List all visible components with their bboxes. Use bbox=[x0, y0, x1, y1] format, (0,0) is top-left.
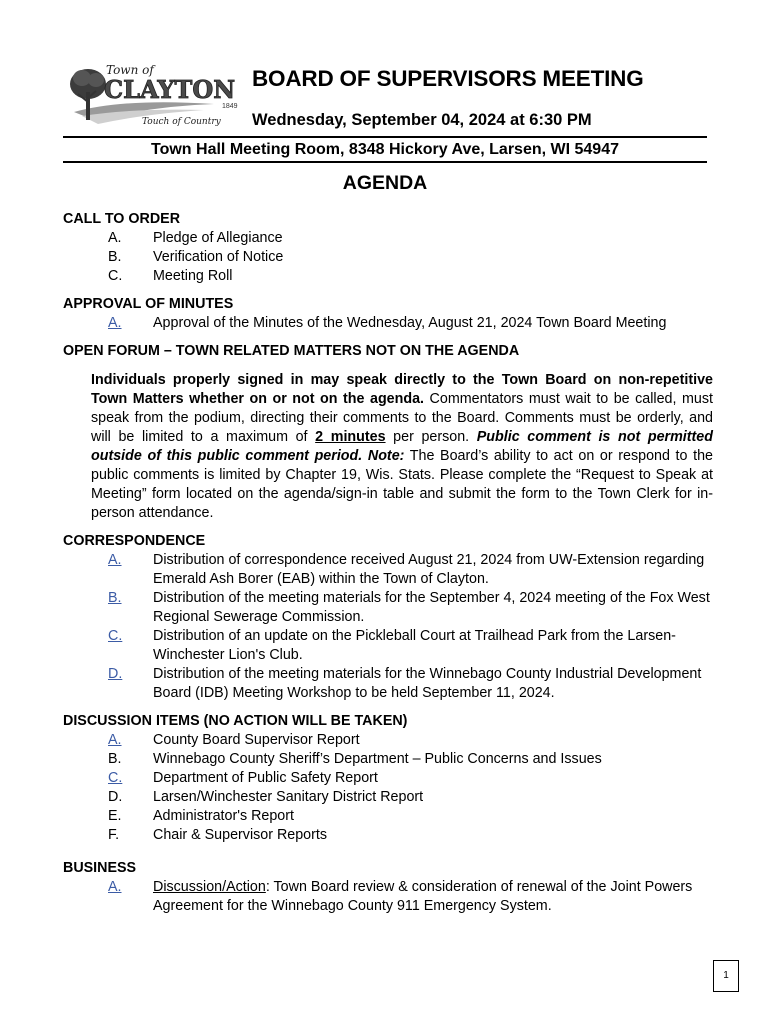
item-link[interactable]: C. bbox=[108, 770, 123, 786]
logo-year: 1849 bbox=[222, 103, 238, 110]
meeting-date: Wednesday, September 04, 2024 at 6:30 PM bbox=[252, 111, 592, 129]
list-item: A. Discussion/Action: Town Board review & consideration of renewal of the Joint Powers Agreement for the Winnebago County 911 Emergency System. bbox=[63, 878, 713, 916]
section-call-to-order bbox=[63, 210, 713, 286]
item-link[interactable]: A. bbox=[108, 879, 122, 895]
logo-tagline: Touch of Country bbox=[142, 117, 221, 127]
list-item: C. Meeting Roll bbox=[108, 268, 233, 284]
list-item: A. Pledge of Allegiance bbox=[108, 230, 283, 246]
item-link[interactable]: B. bbox=[108, 590, 122, 606]
logo-top-text: Town of bbox=[106, 63, 154, 77]
list-item: C. Distribution of an update on the Pickleball Court at Trailhead Park from the Larsen-Winchester Lion's Club. bbox=[63, 627, 713, 665]
section-discussion-items bbox=[63, 712, 713, 845]
agenda-heading: AGENDA bbox=[342, 172, 428, 194]
list-item: B. Distribution of the meeting materials for the September 4, 2024 meeting of the Fox West Regional Sewerage Commission. bbox=[63, 589, 713, 627]
section-heading: APPROVAL OF MINUTES bbox=[63, 296, 234, 312]
section-heading: CORRESPONDENCE bbox=[63, 533, 206, 549]
item-link[interactable]: D. bbox=[108, 666, 123, 682]
list-item: C. Department of Public Safety Report bbox=[63, 769, 713, 788]
list-item: A. Distribution of correspondence received August 21, 2024 from UW-Extension regarding Emerald Ash Borer (EAB) within the Town of Clayton. bbox=[63, 551, 713, 589]
meeting-location: Town Hall Meeting Room, 8348 Hickory Ave, Larsen, WI 54947 bbox=[151, 141, 619, 158]
list-item: A. County Board Supervisor Report bbox=[63, 731, 713, 750]
list-item: D. Distribution of the meeting materials for the Winnebago County Industrial Development Board (IDB) Meeting Workshop to be held September 11, 2024. bbox=[63, 665, 713, 703]
section-approval-of-minutes bbox=[63, 295, 713, 333]
header-rule-bottom bbox=[63, 161, 707, 163]
list-item: A. Approval of the Minutes of the Wednesday, August 21, 2024 Town Board Meeting bbox=[63, 314, 713, 333]
agenda-content bbox=[63, 210, 713, 925]
section-heading: CALL TO ORDER bbox=[63, 211, 181, 227]
header-rule-top bbox=[63, 136, 707, 138]
section-heading: BUSINESS bbox=[63, 860, 137, 876]
meeting-title: BOARD OF SUPERVISORS MEETING bbox=[252, 66, 644, 91]
open-forum-paragraph: Individuals properly signed in may speak directly to the Town Board on non-repetitive Town Matters whether on or not on the agenda. Commentators must wait to be called, must speak from the podium, directing their comments to the Board. Comments must be orderly, and will be limited to a maximum of 2 minutes per person. Public comment is not permitted outside of this public comment period. Note: The Board’s ability to act on or respond to the public comments is limited by Chapter 19, Wis. Stats. Please complete the “Request to Speak at Meeting” form located on the agenda/sign-in table and submit the form to the Town Clerk for in-person attendance. bbox=[91, 372, 713, 521]
list-item: E. Administrator's Report bbox=[108, 808, 294, 824]
item-link[interactable]: A. bbox=[108, 315, 122, 331]
logo-main-text: CLAYTON bbox=[104, 75, 236, 104]
item-link[interactable]: A. bbox=[108, 732, 122, 748]
list-item: B. Verification of Notice bbox=[108, 249, 284, 265]
town-logo bbox=[64, 58, 240, 132]
list-item: F. Chair & Supervisor Reports bbox=[108, 827, 328, 843]
item-label: Discussion/Action bbox=[153, 879, 266, 895]
section-heading: OPEN FORUM – TOWN RELATED MATTERS NOT ON THE AGENDA bbox=[63, 343, 520, 359]
item-link[interactable]: A. bbox=[108, 552, 122, 568]
list-item: D. Larsen/Winchester Sanitary District Report bbox=[108, 789, 424, 805]
section-heading: DISCUSSION ITEMS (NO ACTION WILL BE TAKEN) bbox=[63, 713, 408, 729]
list-item: B. Winnebago County Sheriff’s Department – Public Concerns and Issues bbox=[108, 751, 602, 767]
section-open-forum bbox=[63, 342, 713, 523]
section-business bbox=[63, 859, 713, 916]
page-number: 1 bbox=[713, 960, 739, 992]
item-link[interactable]: C. bbox=[108, 628, 123, 644]
section-correspondence bbox=[63, 532, 713, 703]
